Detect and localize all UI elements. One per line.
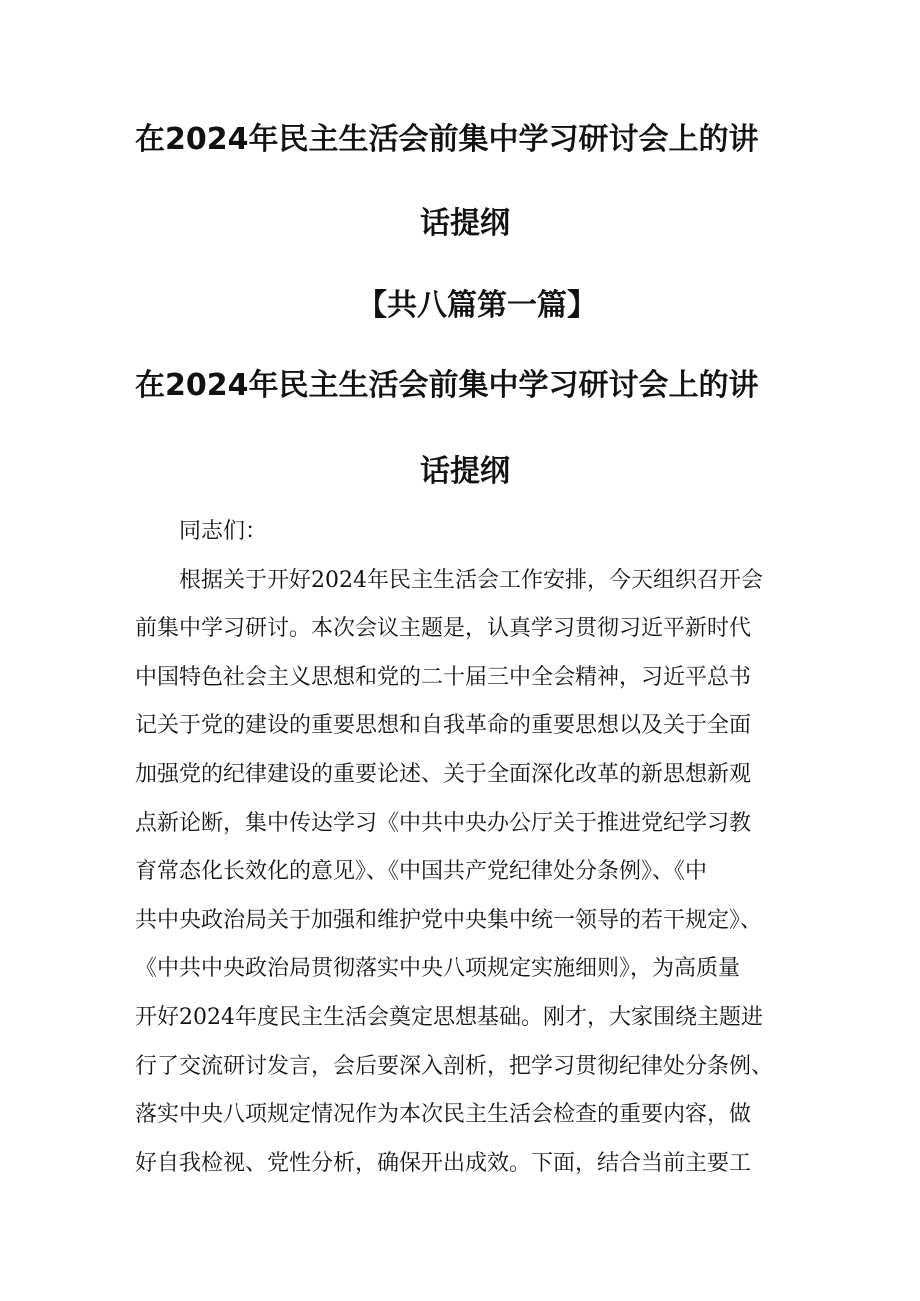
document-title-line-1: 在2024年民主生活会前集中学习研讨会上的讲 xyxy=(135,122,759,157)
speech-title-line-2: 话提纲 xyxy=(420,454,510,489)
paragraph-line: 好自我检视、党性分析，确保开出成效。下面，结合当前主要工 xyxy=(135,1150,752,1176)
paragraph-line: 行了交流研讨发言，会后要深入剖析，把学习贯彻纪律处分条例、 xyxy=(135,1053,774,1079)
paragraph-line: 落实中央八项规定情况作为本次民主生活会检查的重要内容，做 xyxy=(135,1102,752,1128)
paragraph-line: 记关于党的建设的重要思想和自我革命的重要思想以及关于全面 xyxy=(135,713,752,739)
paragraph-line: 前集中学习研讨。本次会议主题是，认真学习贯彻习近平新时代 xyxy=(135,616,752,642)
paragraph-line: 点新论断，集中传达学习《中共中央办公厅关于推进党纪学习教 xyxy=(135,810,752,836)
paragraph-line: 中国特色社会主义思想和党的二十届三中全会精神，习近平总书 xyxy=(135,664,752,690)
paragraph-line: 共中央政治局关于加强和维护党中央集中统一领导的若干规定》、 xyxy=(135,907,763,933)
body-paragraph xyxy=(135,557,795,1189)
paragraph-line: 育常态化长效化的意见》、《中国共产党纪律处分条例》、《中 xyxy=(135,859,708,885)
paragraph-line: 根据关于开好2024年民主生活会工作安排，今天组织召开会 xyxy=(179,567,763,593)
document-body xyxy=(135,508,795,1188)
speech-title-line-1: 在2024年民主生活会前集中学习研讨会上的讲 xyxy=(135,368,759,403)
series-label: 【共八篇第一篇】 xyxy=(357,288,597,323)
paragraph-line: 《中共中央政治局贯彻落实中央八项规定实施细则》，为高质量 xyxy=(135,956,741,982)
greeting: 同志们： xyxy=(179,519,268,544)
document-title-line-2: 话提纲 xyxy=(420,206,510,241)
paragraph-line: 开好2024年度民主生活会奠定思想基础。刚才，大家围绕主题进 xyxy=(135,1004,763,1030)
paragraph-line: 加强党的纪律建设的重要论述、关于全面深化改革的新思想新观 xyxy=(135,761,752,787)
